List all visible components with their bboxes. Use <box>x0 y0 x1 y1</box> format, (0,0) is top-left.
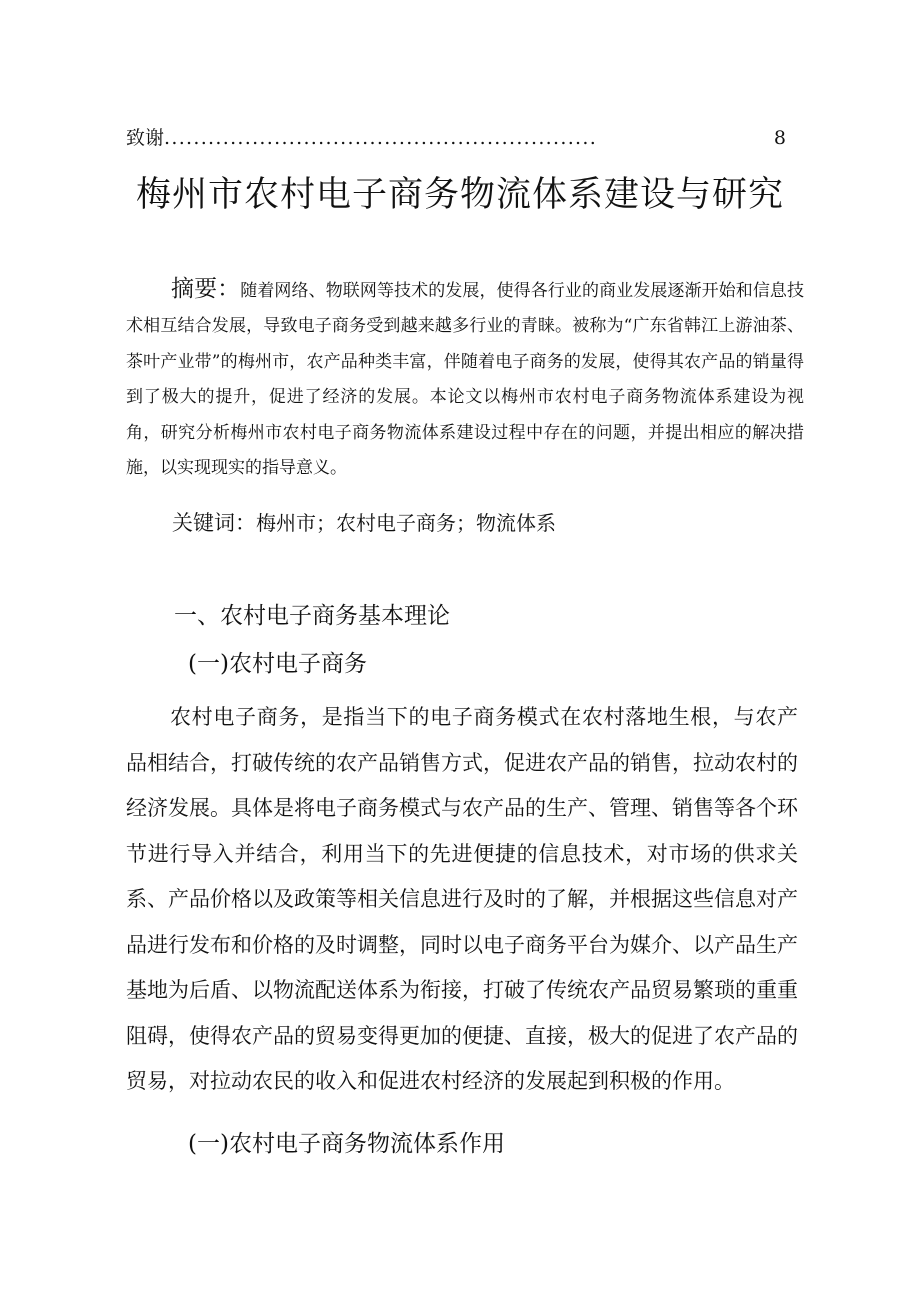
body-paragraph: 农村电子商务，是指当下的电子商务模式在农村落地生根，与农产品相结合，打破传统的农产品销售方式，促进农产品的销售，拉动农村的经济发展。具体是将电子商务模式与农产品的生产、管理、销售等各个环节进行导入并结合，利用当下的先进便捷的信息技术，对市场的供求关系、产品价格以及政策等相关信息进行及时的了解，并根据这些信息对产品进行发布和价格的及时调整，同时以电子商务平台为媒介、以产品生产基地为后盾、以物流配送体系为衔接，打破了传统农产品贸易繁琐的重重阻碍，使得农产品的贸易变得更加的便捷、直接，极大的促进了农产品的贸易，对拉动农民的收入和促进农村经济的发展起到积极的作用。 <box>126 705 798 1093</box>
subsection-heading-logistics-role: (一)农村电子商务物流体系作用 <box>188 1131 505 1157</box>
toc-leader-dots: ........................................................... <box>164 127 598 149</box>
toc-entry-label: 致谢 <box>126 127 165 149</box>
keywords-text: 梅州市；农村电子商务；物流体系 <box>256 511 556 535</box>
abstract-label: 摘要： <box>171 276 241 302</box>
abstract-text: 随着网络、物联网等技术的发展，使得各行业的商业发展逐渐开始和信息技术相互结合发展，导致电子商务受到越来越多行业的青睐。被称为“广东省韩江上游油茶、茶叶产业带”的梅州市，农产品种类丰富，伴随着电子商务的发展，使得其农产品的销量得到了极大的提升，促进了经济的发展。本论文以梅州市农村电子商务物流体系建设为视角，研究分析梅州市农村电子商务物流体系建设过程中存在的问题，并提出相应的解决措施，以实现现实的指导意义。 <box>126 281 805 479</box>
subsection-heading-rural-ecommerce: (一)农村电子商务 <box>188 651 367 677</box>
keywords-block <box>172 506 812 540</box>
document-title: 梅州市农村电子商务物流体系建设与研究 <box>135 175 784 215</box>
section-heading: 一、农村电子商务基本理论 <box>174 603 450 629</box>
toc-page-number: 8 <box>772 124 786 152</box>
toc-entry-acknowledgements[interactable] <box>126 124 786 152</box>
keywords-label: 关键词： <box>172 511 256 535</box>
abstract-block <box>126 272 804 486</box>
